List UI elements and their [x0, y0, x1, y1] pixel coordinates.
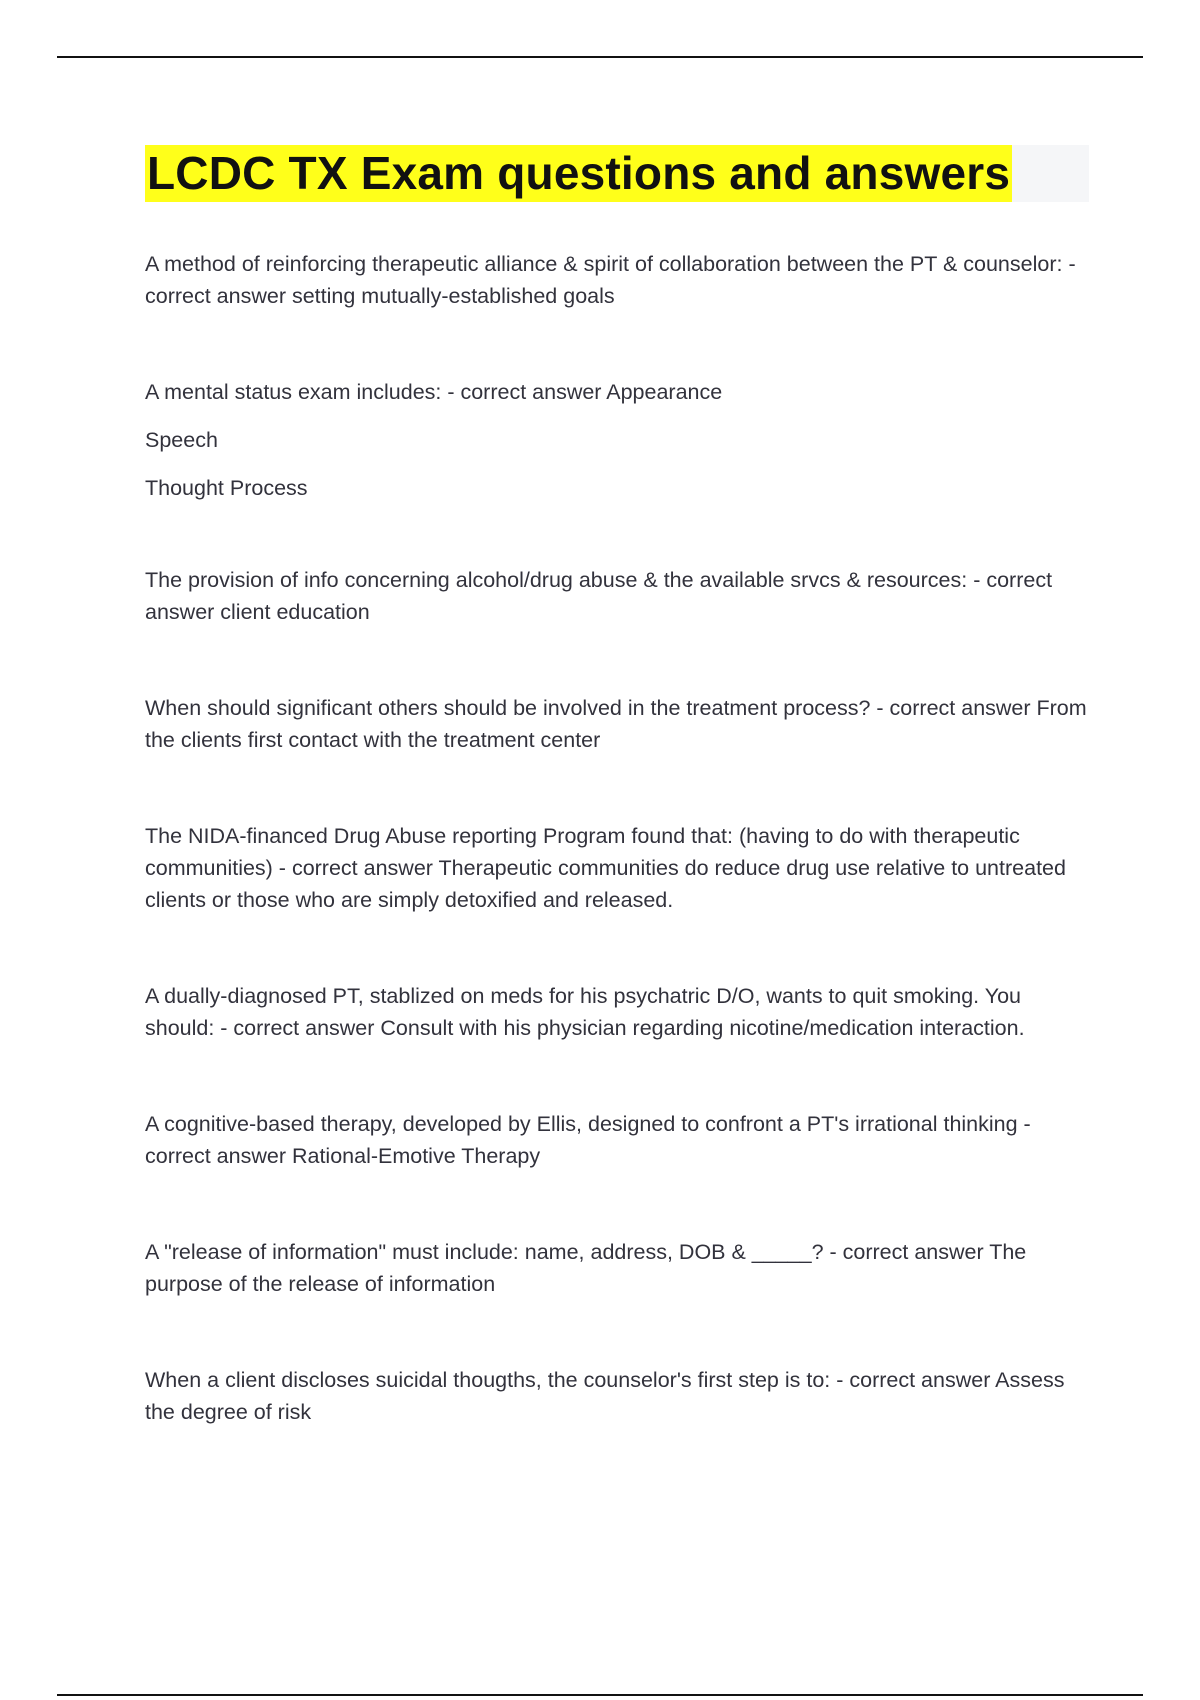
qa-item	[145, 1236, 1095, 1300]
qa-item	[145, 1108, 1095, 1172]
page-title: LCDC TX Exam questions and answers	[145, 145, 1012, 202]
qa-item	[145, 564, 1095, 628]
qa-list	[145, 248, 1095, 1492]
qa-text: A dually-diagnosed PT, stablized on meds for his psychatric D/O, wants to quit smoking. You should: - correct answer Consult with his physician regarding nicotine/medication interaction.	[145, 984, 1025, 1040]
qa-item	[145, 980, 1095, 1044]
qa-item	[145, 248, 1095, 312]
qa-item	[145, 820, 1095, 916]
qa-text: A method of reinforcing therapeutic alliance & spirit of collaboration between the PT & counselor: - correct answer setting mutually-established goals	[145, 252, 1076, 308]
qa-text: The provision of info concerning alcohol/drug abuse & the available srvcs & resources: - correct answer client education	[145, 568, 1053, 624]
qa-text: A mental status exam includes: - correct answer Appearance	[145, 380, 723, 404]
top-rule	[57, 56, 1143, 58]
qa-extra-line: Speech	[145, 428, 218, 452]
bottom-rule	[57, 1694, 1143, 1696]
qa-text: A "release of information" must include: name, address, DOB & _____? - correct answer The purpose of the release of information	[145, 1240, 1027, 1296]
title-block	[145, 145, 1089, 202]
qa-item	[145, 1364, 1095, 1428]
qa-text: When should significant others should be involved in the treatment process? - correct answer From the clients first contact with the treatment center	[145, 696, 1087, 752]
qa-text: The NIDA-financed Drug Abuse reporting Program found that: (having to do with therapeutic communities) - correct answer Therapeutic communities do reduce drug use relative to untreated clients or those who are simply detoxified and released.	[145, 824, 1066, 912]
qa-item	[145, 692, 1095, 756]
qa-text: When a client discloses suicidal thougths, the counselor's first step is to: - correct answer Assess the degree of risk	[145, 1368, 1065, 1424]
qa-extra-line: Thought Process	[145, 476, 308, 500]
qa-item	[145, 376, 1095, 504]
qa-text: A cognitive-based therapy, developed by Ellis, designed to confront a PT's irrational thinking - correct answer Rational-Emotive Therapy	[145, 1112, 1031, 1168]
